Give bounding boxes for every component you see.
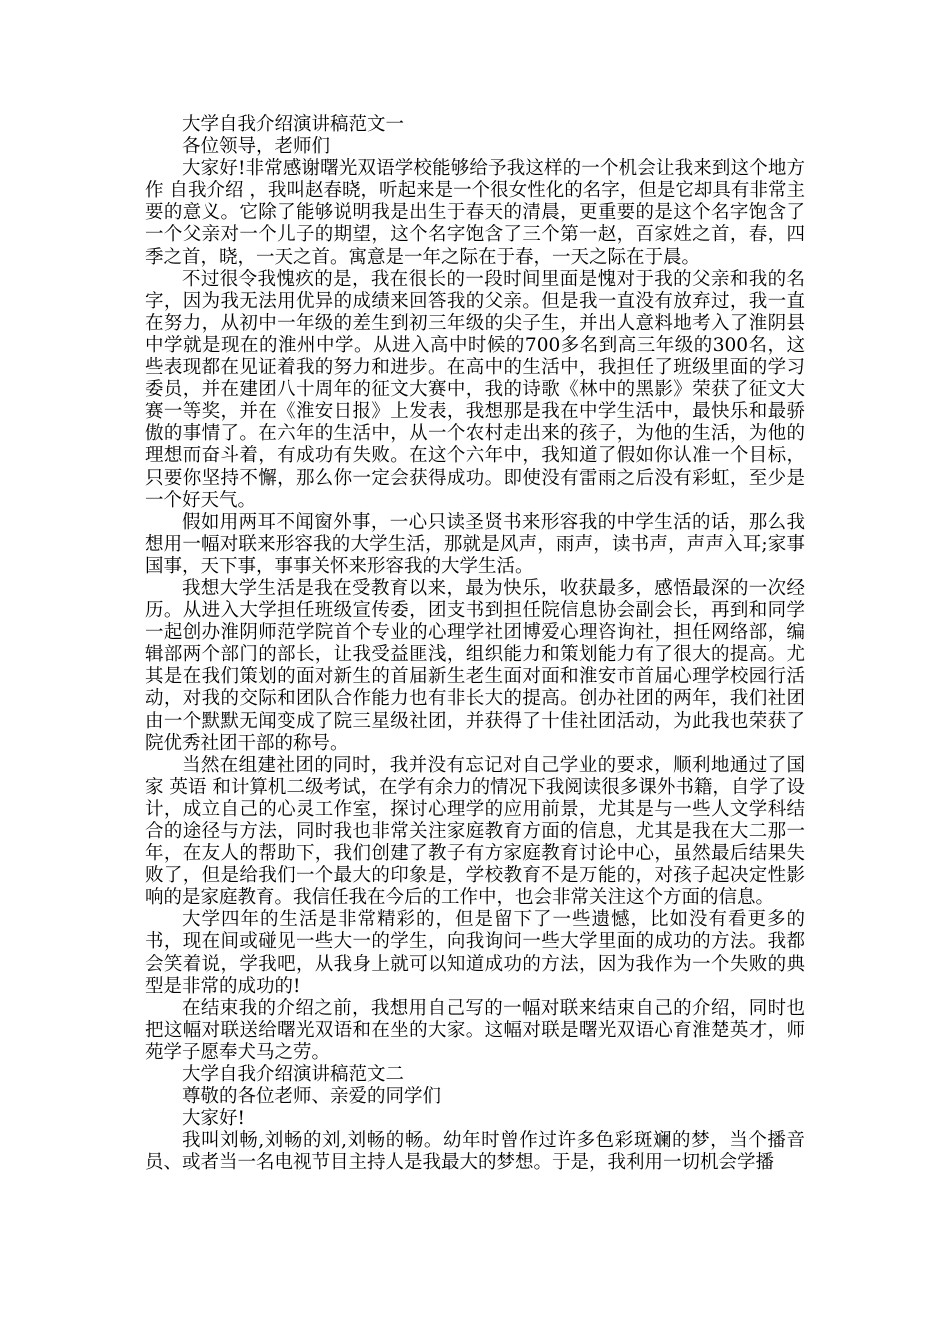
greeting: 大家好!: [182, 1108, 245, 1130]
heading-sample-two: 大学自我介绍演讲稿范文二: [182, 1064, 405, 1086]
body-paragraph: 在结束我的介绍之前，我想用自己写的一幅对联来结束自己的介绍，同时也把这幅对联送给曙光双语和在坐的大家。这幅对联是曙光双语心育淮楚英才，师苑学子愿奉犬马之劳。: [145, 997, 805, 1063]
body-paragraph: 我叫刘畅,刘畅的刘,刘畅的畅。幼年时曾作过许多色彩斑斓的梦，当个播音员、或者当一名电视节目主持人是我最大的梦想。于是，我利用一切机会学播: [145, 1130, 805, 1174]
heading-sample-one: 大学自我介绍演讲稿范文一: [182, 114, 405, 135]
body-paragraph: 假如用两耳不闻窗外事，一心只读圣贤书来形容我的中学生活的话，那么我想用一幅对联来形容我的大学生活，那就是风声，雨声，读书声，声声入耳;家事国事，天下事，事事关怀来形容我的大学生活。: [145, 511, 805, 577]
body-paragraph: 大家好!非常感谢曙光双语学校能够给予我这样的一个机会让我来到这个地方作 自我介绍 ，我叫赵春晓，听起来是一个很女性化的名字，但是它却具有非常主要的意义。它除了能够说明我是出生于春天的清晨，更重要的是这个名字饱含了一个父亲对一个儿子的期望，这个名字饱含了三个第一赵，百家姓之首，春，四季之首，晓，一天之首。寓意是一年之际在于春，一天之际在于晨。: [145, 158, 805, 268]
body-paragraph: 我想大学生活是我在受教育以来，最为快乐，收获最多，感悟最深的一次经历。从进入大学担任班级宣传委，团支书到担任院信息协会副会长，再到和同学一起创办淮阴师范学院首个专业的心理学社团博爱心理咨询社，担任网络部，编辑部两个部门的部长，让我受益匪浅，组织能力和策划能力有了很大的提高。尤其是在我们策划的面对新生的首届新生老生面对面和淮安市首届心理学校园行活动，对我的交际和团队合作能力也有非长大的提高。创办社团的两年，我们社团由一个默默无闻变成了院三星级社团，并获得了十佳社团活动，为此我也荣获了院优秀社团干部的称号。: [145, 577, 805, 754]
salutation: 尊敬的各位老师、亲爱的同学们: [182, 1086, 442, 1108]
body-paragraph: 不过很令我愧疚的是，我在很长的一段时间里面是愧对于我的父亲和我的名字，因为我无法用优异的成绩来回答我的父亲。但是我一直没有放弃过，我一直在努力，从初中一年级的差生到初三年级的尖子生，并出人意料地考入了淮阴县中学就是现在的淮州中学。从进入高中时候的700多名到高三年级的300名，这些表现都在见证着我的努力和进步。在高中的生活中，我担任了班级里面的学习委员，并在建团八十周年的征文大赛中，我的诗歌《林中的黑影》荣获了征文大赛一等奖，并在《淮安日报》上发表，我想那是我在中学生活中，最快乐和最骄傲的事情了。在六年的生活中，从一个农村走出来的孩子，为他的生活，为他的理想而奋斗着，有成功有失败。在这个六年中，我知道了假如你认准一个目标，只要你坚持不懈，那么你一定会获得成功。即使没有雷雨之后没有彩虹，至少是一个好天气。: [145, 268, 805, 511]
salutation: 各位领导，老师们: [182, 136, 331, 158]
body-paragraph: 大学四年的生活是非常精彩的，但是留下了一些遗憾，比如没有看更多的书，现在间或碰见一些大一的学生，向我询问一些大学里面的成功的方法。我都会笑着说，学我吧，从我身上就可以知道成功的方法，因为我作为一个失败的典型是非常的成功的!: [145, 909, 805, 997]
document-body: [145, 114, 805, 1175]
body-paragraph: 当然在组建社团的同时，我并没有忘记对自己学业的要求，顺利地通过了国家 英语 和计算机二级考试，在学有余力的情况下我阅读很多课外书籍，自学了设计，成立自己的心灵工作室，探讨心理学的应用前景，尤其是与一些人文学科结合的途径与方法，同时我也非常关注家庭教育方面的信息，尤其是我在大二那一年，在友人的帮助下，我们创建了教子有方家庭教育讨论中心，虽然最后结果失败了，但是给我们一个最大的印象是，学校教育不是万能的，对孩子起决定性影响的是家庭教育。我信任我在今后的工作中，也会非常关注这个方面的信息。: [145, 754, 805, 909]
